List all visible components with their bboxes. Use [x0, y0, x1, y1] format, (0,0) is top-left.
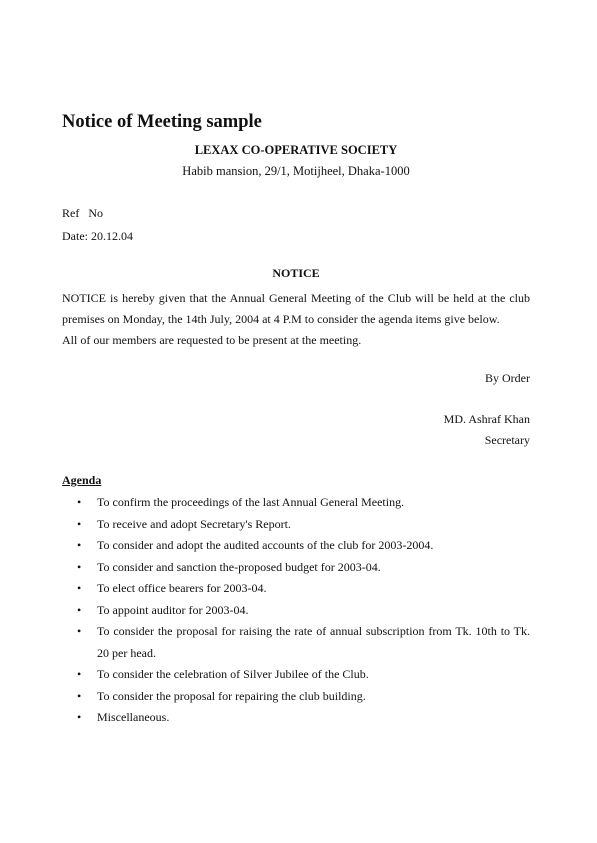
agenda-item-text: Miscellaneous. — [97, 710, 170, 724]
bullet-icon: • — [77, 538, 82, 552]
agenda-item-text: To consider the celebration of Silver Jubilee of the Club. — [97, 667, 369, 681]
agenda-item — [62, 621, 530, 664]
notice-date: Date: 20.12.04 — [62, 229, 133, 243]
bullet-icon: • — [77, 495, 82, 509]
agenda-heading: Agenda — [62, 473, 102, 487]
notice-body-line-1: NOTICE is hereby given that the Annual General Meeting of the Club will be held at the club — [62, 291, 530, 305]
agenda-item — [62, 664, 530, 686]
agenda-item-text: To consider the proposal for repairing the club building. — [97, 688, 366, 703]
signer-title: Secretary — [484, 433, 530, 447]
bullet-icon: • — [77, 581, 82, 595]
bullet-icon: • — [77, 667, 82, 681]
agenda-item — [62, 514, 530, 536]
document-title: Notice of Meeting sample — [62, 112, 262, 132]
agenda-item-text: To consider and sanction the-proposed budget for 2003-04. — [97, 559, 381, 574]
notice-body-line-2: premises on Monday, the 14th July, 2004 at 4 P.M to consider the agenda items give below. — [62, 312, 500, 326]
organization-name: LEXAX CO-OPERATIVE SOCIETY — [194, 143, 398, 157]
bullet-icon: • — [77, 602, 82, 617]
agenda-item-text: To receive and adopt Secretary's Report. — [97, 516, 291, 531]
bullet-icon: • — [77, 624, 82, 638]
agenda-item — [62, 686, 530, 708]
agenda-item — [62, 557, 530, 579]
notice-heading: NOTICE — [272, 266, 320, 280]
agenda-item — [62, 578, 530, 600]
bullet-icon: • — [77, 710, 82, 724]
agenda-item — [62, 492, 530, 514]
agenda-item-text: To confirm the proceedings of the last Annual General Meeting. — [97, 495, 405, 509]
by-order-label: By Order — [485, 371, 530, 385]
agenda-item-text: To consider and adopt the audited accounts of the club for 2003-2004. — [97, 538, 434, 552]
bullet-icon: • — [77, 559, 82, 574]
notice-body-line-3: All of our members are requested to be present at the meeting. — [62, 333, 362, 347]
reference-number: Ref No — [62, 206, 103, 220]
agenda-item — [62, 535, 530, 557]
organization-address: Habib mansion, 29/1, Motijheel, Dhaka-1000 — [182, 164, 410, 178]
agenda-item — [62, 707, 530, 729]
agenda-item-text: To consider the proposal for raising the rate of annual subscription from Tk. 10th to Tk. 20 per head. — [97, 624, 530, 660]
agenda-list — [62, 492, 530, 729]
agenda-item-text: To appoint auditor for 2003-04. — [97, 602, 249, 617]
agenda-item — [62, 600, 530, 622]
bullet-icon: • — [77, 688, 82, 703]
bullet-icon: • — [77, 516, 82, 531]
agenda-item-text: To elect office bearers for 2003-04. — [97, 581, 267, 595]
signer-name: MD. Ashraf Khan — [443, 412, 530, 426]
